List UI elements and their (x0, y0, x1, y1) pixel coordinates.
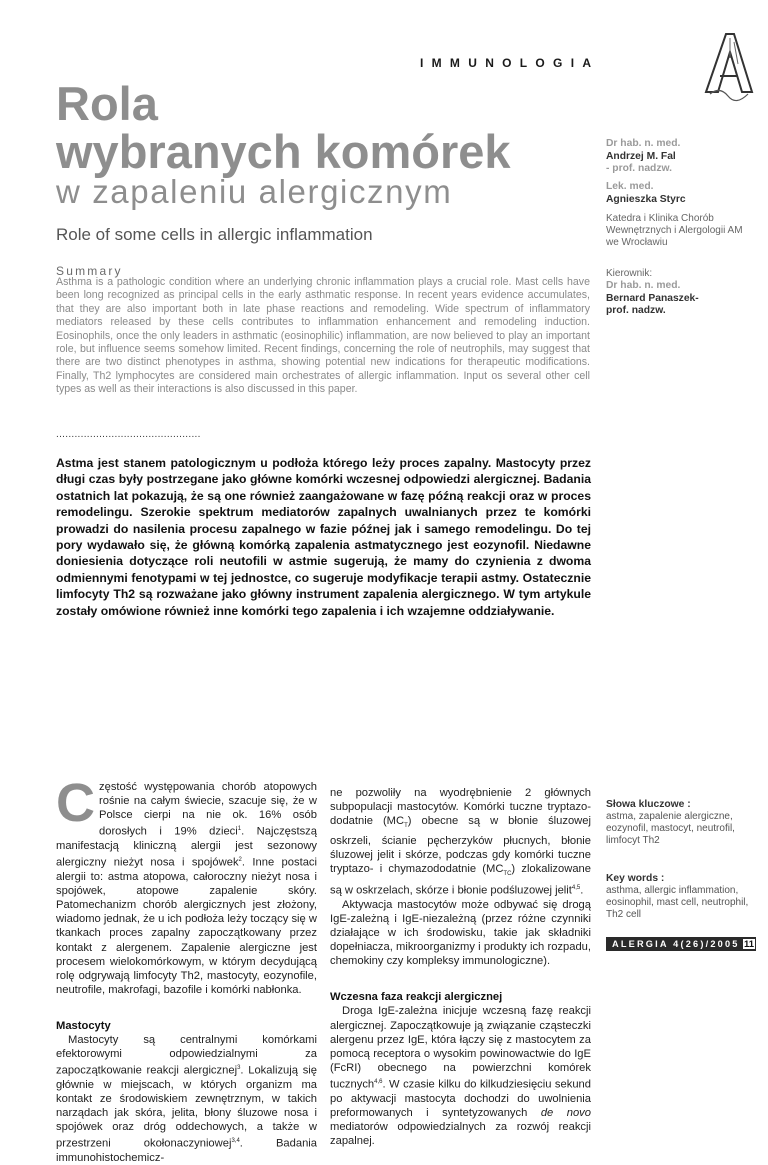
summary-text: Asthma is a pathologic condition where an underlying chronic inflammation plays a crucial role. Mast cells have been long recognized as principal cells in the early asthmatic response. In recent years evidence accumulates, that they are also important both in late phase reactions and remodeling. Wide spectrum of inflammatory mediators released by these cells contributes to inflammation enhancement and remodeling induction. Eosinophils, once the only leaders in asthmatic (eosinophilic) inflammation, are now believed to play an important role, but influence seems somehow limited. Recent findings, concerning the role of neutrophils, may suggest that there are two distinct phenotypes in asthma, showing potential new indications for therapeutic modifications. Finally, Th2 lymphocytes are considered main orchestrates of allergic inflammation. Input os several other cell types as well as their interactions is also discussed in this paper. (56, 276, 590, 396)
affiliation: Katedra i Klinika Chorób Wewnętrznych i Alergologii AM we Wrocławiu (606, 213, 743, 248)
author-2-name: Agnieszka Styrc (606, 193, 686, 205)
keywords-en-heading: Key words : (606, 873, 665, 884)
title-line-3: w zapaleniu alergicznym (56, 173, 453, 210)
mast-text-3: . Badania immunohistochemicz- (56, 1138, 318, 1165)
author-1-title: Dr hab. n. med. (606, 138, 681, 149)
ref-2: 2 (238, 857, 242, 864)
ref-3: 3 (237, 1065, 241, 1072)
author-1-suffix: - prof. nadzw. (606, 163, 672, 175)
head-label: Kierownik: (606, 268, 653, 279)
sub-tc: TC (503, 870, 512, 877)
early-text-2: . W czasie kilku do kilkudziesięciu sekund po aktywacji mastocyta dochodzi do uwolnienia preformowanych i syntetyzowanych (330, 1078, 591, 1119)
activation-paragraph: Aktywacja mastocytów może odbywać się drogą IgE-zależną i IgE-niezależną (przez różne czynniki działające w ich środowisku, takie jak składniki dopełniacza, mikroorganizmy i produkty ich rozpadu, chemokiny czy kompleksy immunologiczne). (330, 898, 591, 968)
summary-heading: Summary (56, 264, 123, 278)
mast-text-1: Mastocyty są centralnymi komórkami efektorowymi odpowiedzialnymi za zapoczątkowanie reakcji alergicznej (56, 1033, 317, 1077)
early-text-3: mediatorów odpowiedzialnych za rozwój reakcji zapalnej. (330, 1120, 591, 1147)
department-head (606, 268, 756, 318)
keywords-en-text: asthma, allergic inflammation, eosinophil, mast cell, neutrophil, Th2 cell (606, 885, 749, 921)
col2-text-d: . (580, 884, 584, 897)
col2-text-c: ) zlokalizowane są w oskrzelach, skórze i błonie podśluzowej jelit (330, 862, 591, 897)
ref-3-4: 3,4 (231, 1138, 240, 1145)
body-column-1 (56, 773, 318, 1165)
de-novo-italic: de novo (540, 1106, 591, 1119)
early-phase-heading: Wczesna faza reakcji alergicznej (330, 991, 503, 1004)
intro-text-3: . Inne postaci alergii to: astma atopowa, całoroczny nieżyt nosa i spojówek, atopowe zapalenie skóry. Patomechanizm chorób alergicznych jest złożony, wiadomo jednak, że u ich podłoża leży toczący się w tkankach proces zapalny zapoczątkowany przez kontakt z alergenem. Zapalenie alergiczne jest procesem wielokomórkowym, w którym decydującą rolę odgrywają limfocyty Th2, mastocyty, eozynofile, neutrofile, makrofagi, bazofile i komórki nabłonka. (56, 856, 317, 996)
mast-text-2: . Lokalizują się głównie w miejscach, w których organizm ma kontakt ze środowiskiem zewnętrznym, w takich narządach jak skóra, jelita, błony śluzowe nosa i spojówek oraz dróg oddechowych, a także w przestrzeni okołonaczyniowej (56, 1064, 317, 1151)
title-line-1: Rola (56, 77, 158, 130)
author-1-name: Andrzej M. Fal (606, 150, 676, 162)
polish-abstract: Astma jest stanem patologicznym u podłoża którego leży proces zapalny. Mastocyty przez długi czas były postrzegane jako główne komórki wczesnej odpowiedzi alergicznej. Badania ostatnich lat pokazują, że są one również zaangażowane w fazę późną reakcji oraz w proces remodelingu. Szerokie spektrum mediatorów zapalnych uwalnianych przez te komórki prowadzi do nasilenia procesu zapalnego w fazie późnej jak i samego remodelingu. Do tej pory wydawało się, że główną komórką zapalenia astmatycznego jest eozynofil. Niedawne doniesienia dotyczące roli neutofili w astmie sugerują, że mamy do czynienia z dwoma odmiennymi fenotypami w tej jednostce, co sugeruje modyfikacje terapii astmy. Ostatecznie limfocyty Th2 są rozważane jako główny instrument zapalenia alergicznego. W tym artykule zostały omówione również inne komórki tego zapalenia i ich wzajemne oddziaływanie. (56, 456, 591, 618)
col2-text-b: ) obecne są w błonie śluzowej oskrzeli, ścianie pęcherzyków płucnych, błonie śluzowej jelit i skórze, podczas gdy komórki tuczne tryptazo- i chymazododatnie (MC (330, 815, 591, 875)
author-1 (606, 138, 756, 176)
keywords-polish (606, 798, 756, 848)
journal-label: ALERGIA 4(26)/2005 (612, 939, 740, 949)
english-subtitle: Role of some cells in allergic inflammation (56, 225, 373, 244)
keywords-english (606, 872, 756, 922)
keywords-pl-text: astma, zapalenie alergiczne, eozynofil, mastocyt, neutrofil, limfocyt Th2 (606, 811, 735, 847)
author-2 (606, 181, 756, 206)
author-2-title: Lek. med. (606, 181, 654, 192)
keywords-pl-heading: Słowa kluczowe : (606, 799, 691, 810)
intro-text-2: . Najczęstszą manifestacją kliniczną alergii jest sezonowy alergiczny nieżyt nosa i spojówek (56, 826, 317, 869)
col2-text-a: ne pozwoliły na wyodrębnienie 2 głównych subpopulacji mastocytów. Komórki tuczne tryptazo-dodatnie (MC (330, 787, 591, 828)
body-column-2 (330, 786, 591, 1148)
mastocyty-heading: Mastocyty (56, 1019, 111, 1032)
title-line-2: wybranych komórek (56, 125, 511, 178)
page-number: 11 (743, 939, 755, 950)
head-suffix: prof. nadzw. (606, 305, 666, 317)
ref-1: 1 (237, 826, 242, 833)
ref-4-6: 4,6 (374, 1078, 383, 1085)
ref-4-5: 4,5 (571, 885, 581, 892)
drop-cap: C (56, 773, 95, 833)
intro-text: zęstość występowania chorób atopowych rośnie na całym świecie, szacuje się, że w Polsce cierpi na nie ok. 16% osób dorosłych i 19% dzieci (99, 781, 317, 839)
sub-t: T (404, 823, 408, 830)
head-name: Bernard Panaszek- (606, 292, 699, 304)
dotted-divider: ............................................... (56, 429, 201, 440)
section-label: IMMUNOLOGIA (420, 56, 600, 70)
allergia-logo-icon (700, 28, 756, 104)
early-text-1: Droga IgE-zależna inicjuje wczesną fazę reakcji alergicznej. Zapoczątkowuje ją związanie cząsteczki alergenu przez IgE, która łączy się z mastocytem za pomocą receptora o wysokim powinowactwie do IgE (FcRI) obecnego na powierzchni komórek tucznych (330, 1005, 591, 1091)
head-title: Dr hab. n. med. (606, 280, 681, 291)
